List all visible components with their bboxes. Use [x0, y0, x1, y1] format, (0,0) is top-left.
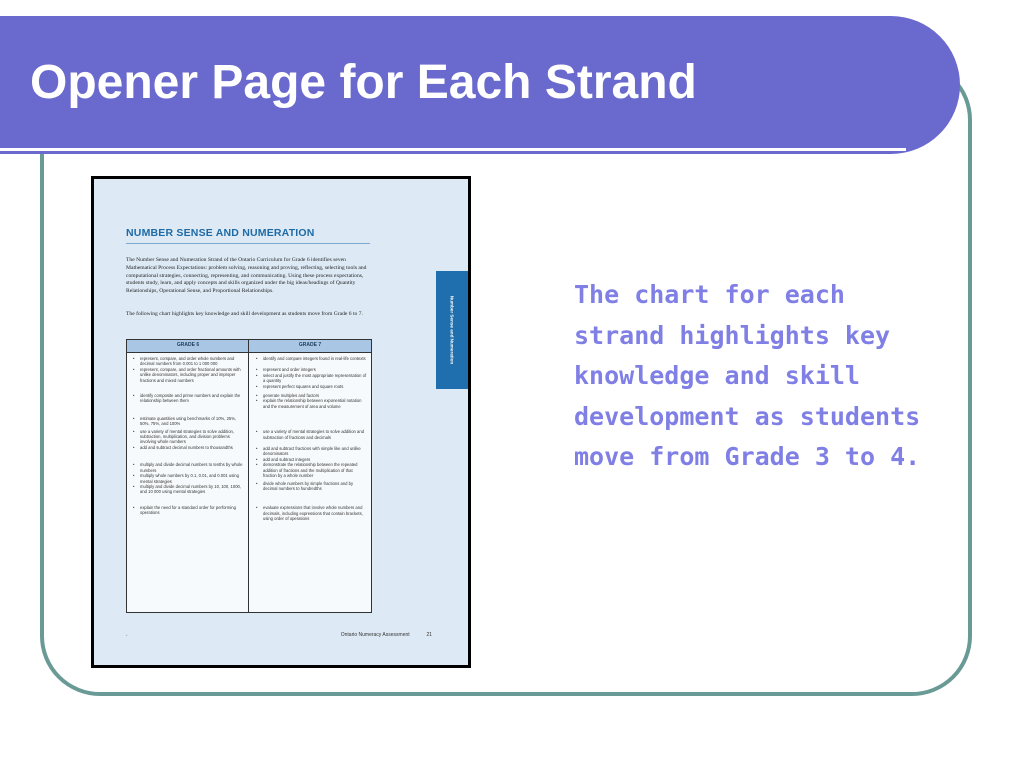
table-header-row [127, 340, 371, 353]
table-bullet: • explain the relationship between exponential notation and the measurement of area and volume [255, 398, 367, 409]
table-bullet: • explain the need for a standard order for performing operations [132, 505, 244, 516]
table-bullet: • identify and compare integers found in real-life contexts [255, 356, 367, 361]
slide-title: Opener Page for Each Strand [30, 56, 697, 109]
table-bullet: • identify composite and prime numbers and explain the relationship between them [132, 393, 244, 404]
table-bullet: • multiply and divide decimal numbers to tenths by whole numbers [132, 462, 244, 473]
page-number: 21 [426, 632, 432, 638]
grade-7-column [255, 356, 367, 522]
side-tab [436, 271, 468, 389]
table-bullet: • add and subtract integers [255, 457, 367, 462]
table-bullet: • demonstrate the relationship between the repeated addition of fractions and the multiplication of that fraction by a whole number [255, 462, 367, 478]
document-intro-chart-note: The following chart highlights key knowledge and skill development as students move from Grade 6 to 7. [126, 311, 363, 317]
table-bullet: • estimate quantities using benchmarks of 10%, 25%, 50%, 75%, and 100% [132, 416, 244, 427]
slide-body-text: The chart for each strand highlights key knowledge and skill development as students move from Grade 3 to 4. [574, 280, 921, 471]
document-page [94, 179, 468, 665]
table-bullet: • represent, compare, and order whole numbers and decimal numbers from 0.001 to 1 000 000 [132, 356, 244, 367]
table-bullet: • add and subtract decimal numbers to thousandths [132, 445, 244, 450]
grade-7-header: GRADE 7 [298, 342, 322, 348]
column-divider [248, 340, 249, 612]
grade-comparison-table [126, 339, 372, 613]
footer-title: Ontario Numeracy Assessment [340, 632, 410, 638]
table-bullet: • add and subtract fractions with simple like and unlike denominators [255, 446, 367, 457]
table-bullet: • use a variety of mental strategies to solve addition and subtraction of fractions and decimals [255, 429, 367, 440]
table-bullet: • represent, compare, and order fractional amounts with unlike denominators, including proper and improper fractions and mixed numbers [132, 367, 244, 383]
footer-left-mark: - [126, 633, 128, 638]
document-footer [341, 632, 432, 638]
side-tab-label: Number Sense and Numeration [449, 295, 455, 365]
document-page-image [91, 176, 471, 668]
table-bullet: • select and justify the most appropriate representation of a quantity [255, 373, 367, 384]
table-bullet: • use a variety of mental strategies to solve addition, subtraction, multiplication, and division problems involving whole numbers [132, 429, 244, 445]
table-bullet: • represent and order integers [255, 367, 367, 372]
table-bullet: • multiply whole numbers by 0.1, 0.01, and 0.001 using mental strategies [132, 473, 244, 484]
table-bullet: • multiply and divide decimal numbers by 10, 100, 1000, and 10 000 using mental strategies [132, 484, 244, 495]
table-bullet: • generate multiples and factors [255, 393, 367, 398]
title-underline [0, 148, 906, 151]
heading-rule [126, 243, 370, 244]
document-intro: The Number Sense and Numeration Strand of the Ontario Curriculum for Grade 6 identifies seven Mathematical Process Expectations: problem solving, reasoning and proving, reflecting, selecting tools and computational strategies, connecting, representing, and communicating. Using these process expectations, students study, learn, and apply concepts and skills organized under the big ideas/headings of Quantity Relationships, Operational Sense, and Proportional Relationships. [126, 257, 367, 295]
grade-6-header: GRADE 6 [176, 342, 200, 348]
table-bullet: • evaluate expressions that involve whole numbers and decimals, including expressions that contain brackets, using order of operations [255, 505, 367, 521]
document-heading: NUMBER SENSE AND NUMERATION [126, 227, 315, 239]
grade-6-column [132, 356, 244, 516]
table-bullet: • represent perfect squares and square roots [255, 384, 367, 389]
table-bullet: • divide whole numbers by simple fractions and by decimal numbers to hundredths [255, 481, 367, 492]
